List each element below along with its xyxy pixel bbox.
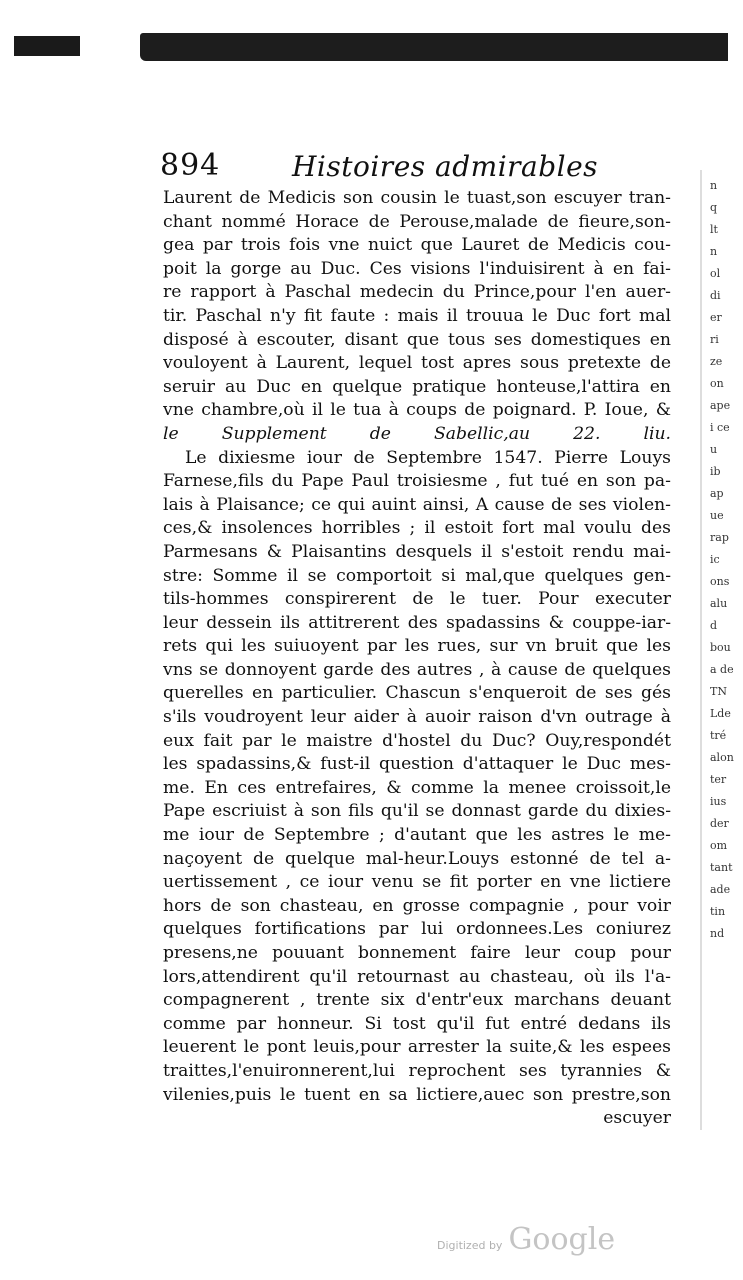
margin-fragment: ius <box>710 795 727 808</box>
scan-edge-bar-right <box>140 33 728 61</box>
text-line: traittes,l'enuironnerent,lui reprochent ses tyrannies & <box>163 1060 671 1081</box>
text-line: lors,attendirent qu'il retournast au chasteau, où ils l'a- <box>163 966 671 987</box>
margin-fragment: ol <box>710 267 721 280</box>
text-line: compagnerent , trente six d'entr'eux marchans deuant <box>163 990 671 1011</box>
margin-fragment: tant <box>710 861 733 874</box>
margin-fragment: ze <box>710 355 723 368</box>
text-line: Pape escriuist à son fils qu'il se donnast garde du dixies- <box>163 801 671 822</box>
margin-fragment: ic <box>710 553 720 566</box>
margin-fragment: alon <box>710 751 734 764</box>
margin-fragment: Lde <box>710 707 731 720</box>
margin-fragment: ons <box>710 575 730 588</box>
watermark-prefix: Digitized by <box>437 1239 503 1252</box>
margin-fragment: om <box>710 839 728 852</box>
margin-fragment: tré <box>710 729 727 742</box>
facing-page-margin <box>710 175 743 945</box>
margin-fragment: ade <box>710 883 731 896</box>
text-line: me. En ces entrefaires, & comme la menee croissoit,le <box>163 777 671 798</box>
text-line: vne chambre,où il le tua à coups de poignard. P. Ioue, & <box>163 400 671 421</box>
text-line: Farnese,fils du Pape Paul troisiesme , fut tué en son pa- <box>163 471 671 492</box>
text-line: tils-hommes conspirerent de le tuer. Pour executer <box>163 589 671 610</box>
margin-fragment: ape <box>710 399 731 412</box>
text-line: rets qui les suiuoyent par les rues, sur vn bruit que les <box>163 636 671 657</box>
text-line: uertissement , ce iour venu se fit porter en vne lictiere <box>163 872 671 893</box>
margin-fragment: ap <box>710 487 724 500</box>
text-line: vilenies,puis le tuent en sa lictiere,auec son prestre,son <box>163 1084 671 1105</box>
margin-fragment: tin <box>710 905 726 918</box>
margin-fragment: alu <box>710 597 728 610</box>
text-line: querelles en particulier. Chascun s'enqueroit de ses gés <box>163 683 671 704</box>
gutter-shadow <box>700 170 702 1130</box>
text-line: me iour de Septembre ; d'autant que les astres le me- <box>163 825 671 846</box>
text-line: Laurent de Medicis son cousin le tuast,son escuyer tran- <box>163 188 671 208</box>
margin-fragment: TN <box>710 685 727 698</box>
margin-fragment: i ce <box>710 421 730 434</box>
text-line: Parmesans & Plaisantins desquels il s'estoit rendu mai- <box>163 541 671 562</box>
text-line: quelques fortifications par lui ordonnees.Les coniurez <box>163 919 671 940</box>
margin-fragment: er <box>710 311 722 324</box>
margin-fragment: di <box>710 289 721 302</box>
margin-fragment: n <box>710 245 718 258</box>
text-line: stre: Somme il se comportoit si mal,que quelques gen- <box>163 565 671 586</box>
scan-edge-bar-left <box>14 36 80 56</box>
margin-fragment: q <box>710 201 718 214</box>
text-line: les spadassins,& fust-il question d'attaquer le Duc mes- <box>163 754 671 775</box>
text-line: vouloyent à Laurent, lequel tost apres sous pretexte de <box>163 353 671 374</box>
margin-fragment: ib <box>710 465 721 478</box>
margin-fragment: d <box>710 619 718 632</box>
margin-fragment: a de <box>710 663 734 676</box>
text-line: poit la gorge au Duc. Ces visions l'induisirent à en fai- <box>163 258 671 279</box>
text-line: s'ils voudroyent leur aider à auoir raison d'vn outrage à <box>163 707 671 728</box>
text-line: vns se donnoyent garde des autres , à cause de quelques <box>163 659 671 680</box>
text-line: comme par honneur. Si tost qu'il fut entré dedans ils <box>163 1013 671 1034</box>
text-line: tir. Paschal n'y fit faute : mais il trouua le Duc fort mal <box>163 305 671 326</box>
text-line: lais à Plaisance; ce qui auint ainsi, A cause de ses violen- <box>163 494 671 515</box>
margin-fragment: ter <box>710 773 727 786</box>
google-logo: Google <box>508 1222 616 1257</box>
text-line: Le dixiesme iour de Septembre 1547. Pierre Louys <box>185 447 671 468</box>
text-line: hors de son chasteau, en grosse compagnie , pour voir <box>163 895 671 916</box>
text-line: escuyer <box>603 1108 671 1129</box>
margin-fragment: ue <box>710 509 724 522</box>
running-head: Histoires admirables <box>292 150 599 183</box>
text-line: leuerent le pont leuis,pour arrester la suite,& les espees <box>163 1037 671 1058</box>
margin-fragment: bou <box>710 641 731 654</box>
text-line: disposé à escouter, disant que tous ses domestiques en <box>163 329 671 350</box>
margin-fragment: nd <box>710 927 725 940</box>
margin-fragment: n <box>710 179 718 192</box>
margin-fragment: on <box>710 377 724 390</box>
margin-fragment: rap <box>710 531 729 544</box>
text-line: le Supplement de Sabellic,au 22. liu. <box>163 423 671 444</box>
text-line: gea par trois fois vne nuict que Lauret de Medicis cou- <box>163 235 671 256</box>
text-line: seruir au Duc en quelque pratique honteuse,l'attira en <box>163 376 671 397</box>
text-line: presens,ne pouuant bonnement faire leur coup pour <box>163 943 671 963</box>
margin-fragment: u <box>710 443 718 456</box>
text-line: leur dessein ils attitrerent des spadassins & couppe-iar- <box>163 612 671 633</box>
text-line: re rapport à Paschal medecin du Prince,pour l'en auer- <box>163 282 671 303</box>
margin-fragment: lt <box>710 223 718 236</box>
page-header <box>160 148 680 184</box>
text-line: eux fait par le maistre d'hostel du Duc? Ouy,respondét <box>163 730 671 751</box>
text-line: ces,& insolences horribles ; il estoit fort mal voulu des <box>163 518 671 539</box>
margin-fragment: ri <box>710 333 719 346</box>
text-line: naçoyent de quelque mal-heur.Louys estonné de tel a- <box>163 848 671 869</box>
digitization-watermark <box>437 1222 615 1262</box>
body-text <box>163 187 671 1131</box>
margin-fragment: der <box>710 817 729 830</box>
page-number: 894 <box>160 148 221 183</box>
text-line: chant nommé Horace de Perouse,malade de fieure,son- <box>163 211 671 232</box>
